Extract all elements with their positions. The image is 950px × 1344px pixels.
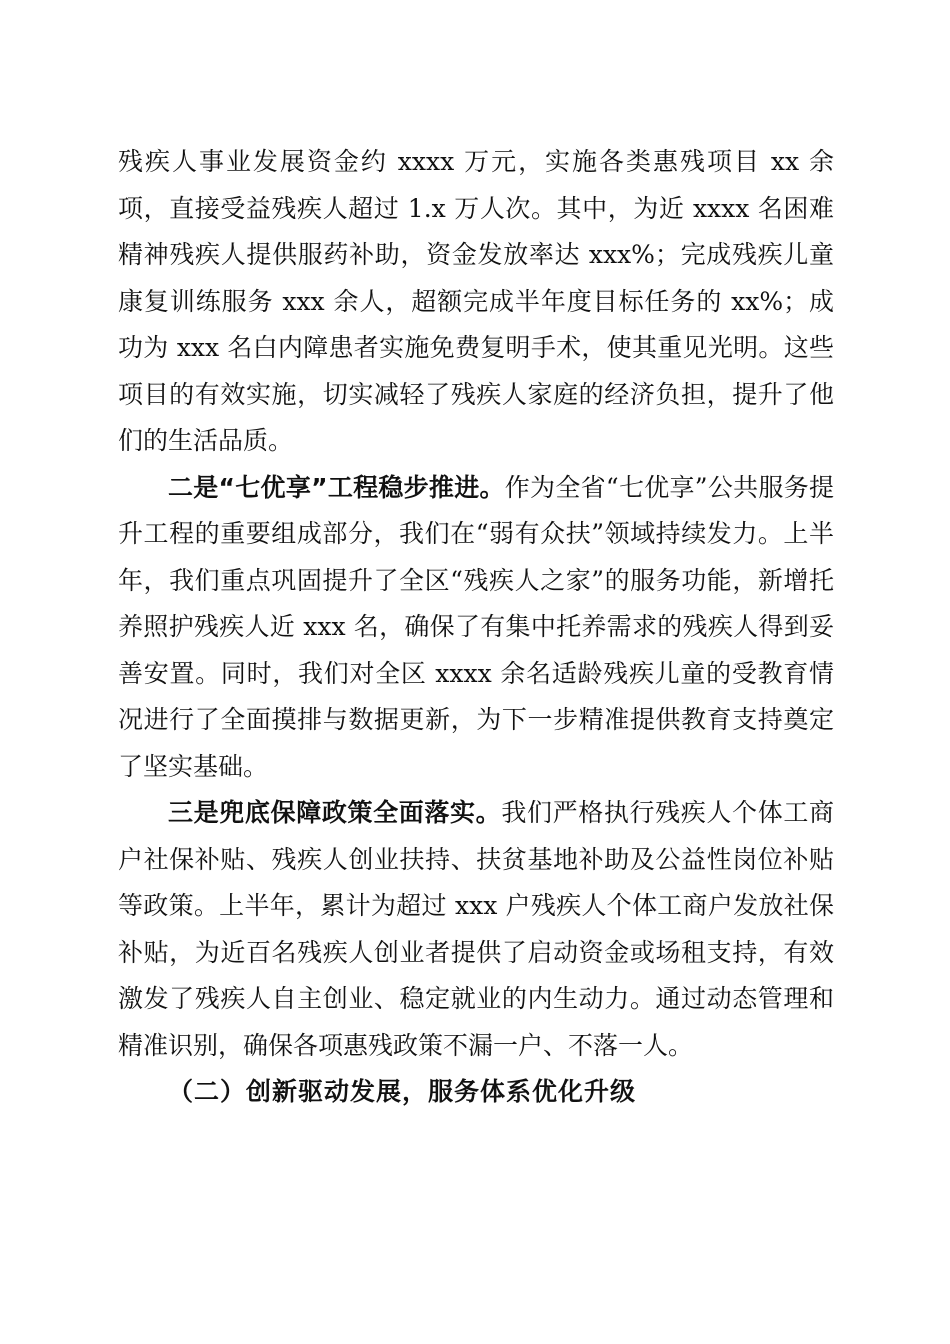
section-heading: （二）创新驱动发展，服务体系优化升级 <box>168 1077 637 1106</box>
paragraph-seven-benefits-lead: 二是“七优享”工程稳步推进。 <box>168 472 505 502</box>
paragraph-safety-net <box>118 790 834 1069</box>
paragraph-funding-text: 残疾人事业发展资金约 xxxx 万元，实施各类惠残项目 xx 余项，直接受益残疾人超过 1.x 万人次。其中，为近 xxxx 名困难精神残疾人提供服药补助，资金发放率达 xxx%；完成残疾儿童康复训练服务 xxx 余人，超额完成半年度目标任务的 xx%；成功为 xxx 名白内障患者实施免费复明手术，使其重见光明。这些项目的有效实施，切实减轻了残疾人家庭的经济负担，提升了他们的生活品质。 <box>118 147 834 455</box>
paragraph-seven-benefits-text: 作为全省“七优享”公共服务提升工程的重要组成部分，我们在“弱有众扶”领域持续发力。上半年，我们重点巩固提升了全区“残疾人之家”的服务功能，新增托养照护残疾人近 xxx 名，确保了有集中托养需求的残疾人得到妥善安置。同时，我们对全区 xxxx 余名适龄残疾儿童的受教育情况进行了全面摸排与数据更新，为下一步精准提供教育支持奠定了坚实基础。 <box>118 472 834 781</box>
paragraph-safety-net-text: 我们严格执行残疾人个体工商户社保补贴、残疾人创业扶持、扶贫基地补助及公益性岗位补贴等政策。上半年，累计为超过 xxx 户残疾人个体工商户发放社保补贴，为近百名残疾人创业者提供了启动资金或场租支持，有效激发了残疾人自主创业、稳定就业的内生动力。通过动态管理和精准识别，确保各项惠残政策不漏一户、不落一人。 <box>118 798 834 1060</box>
paragraph-funding <box>118 139 834 465</box>
document-page <box>118 139 834 1116</box>
paragraph-safety-net-lead: 三是兜底保障政策全面落实。 <box>168 798 502 827</box>
paragraph-seven-benefits <box>118 465 834 791</box>
